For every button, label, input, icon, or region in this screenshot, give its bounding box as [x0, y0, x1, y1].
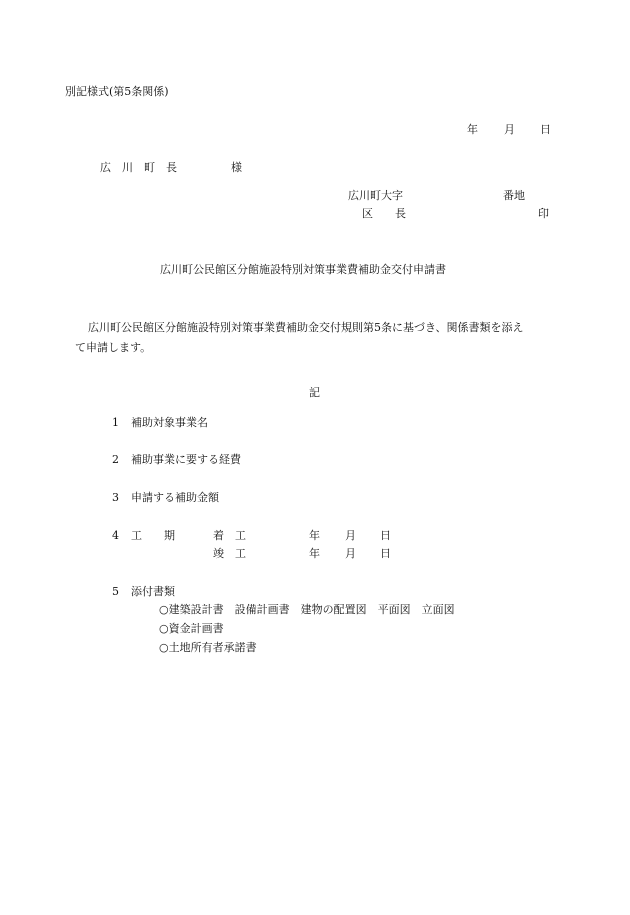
item-number: 3 — [112, 491, 119, 504]
item-number: 4 — [112, 529, 119, 542]
applicant-address-suffix: 番地 — [503, 189, 525, 202]
item-label: 補助事業に要する経費 — [131, 453, 241, 466]
item-number: 2 — [112, 453, 119, 466]
start-date-day: 日 — [380, 529, 391, 542]
item-number: 1 — [112, 416, 119, 429]
document-title: 広川町公民館区分館施設特別対策事業費補助金交付申請書 — [160, 263, 446, 276]
attachment-item: ○建築設計書 設備計画書 建物の配置図 平面図 立面図 — [159, 603, 455, 616]
applicant-address-label: 広川町大字 — [348, 189, 403, 202]
item-label: 申請する補助金額 — [131, 491, 219, 504]
item-label: 添付書類 — [131, 585, 175, 598]
form-label: 別記様式(第5条関係) — [65, 85, 169, 98]
item-number: 5 — [112, 585, 119, 598]
construction-end-label: 竣 工 — [213, 547, 246, 560]
ki-heading: 記 — [309, 386, 320, 399]
end-date-year: 年 — [309, 547, 320, 560]
construction-start-label: 着 工 — [213, 529, 246, 542]
start-date-year: 年 — [309, 529, 320, 542]
end-date-day: 日 — [380, 547, 391, 560]
body-text-line-1: 広川町公民館区分館施設特別対策事業費補助金交付規則第5条に基づき、関係書類を添え — [88, 321, 524, 334]
body-text-line-2: て申請します。 — [75, 341, 152, 354]
start-date-month: 月 — [345, 529, 356, 542]
attachment-item: ○土地所有者承諾書 — [159, 641, 257, 654]
date-month: 月 — [504, 123, 515, 136]
item-label: 補助対象事業名 — [131, 416, 208, 429]
addressee-name: 広 川 町 長 — [100, 161, 177, 174]
item-label: 工 期 — [131, 529, 175, 542]
end-date-month: 月 — [345, 547, 356, 560]
attachment-item: ○資金計画書 — [159, 622, 224, 635]
date-day: 日 — [540, 123, 551, 136]
applicant-seal: 印 — [538, 207, 549, 220]
applicant-title: 区 長 — [362, 207, 406, 220]
date-year: 年 — [467, 123, 478, 136]
addressee-honorific: 様 — [231, 161, 242, 174]
